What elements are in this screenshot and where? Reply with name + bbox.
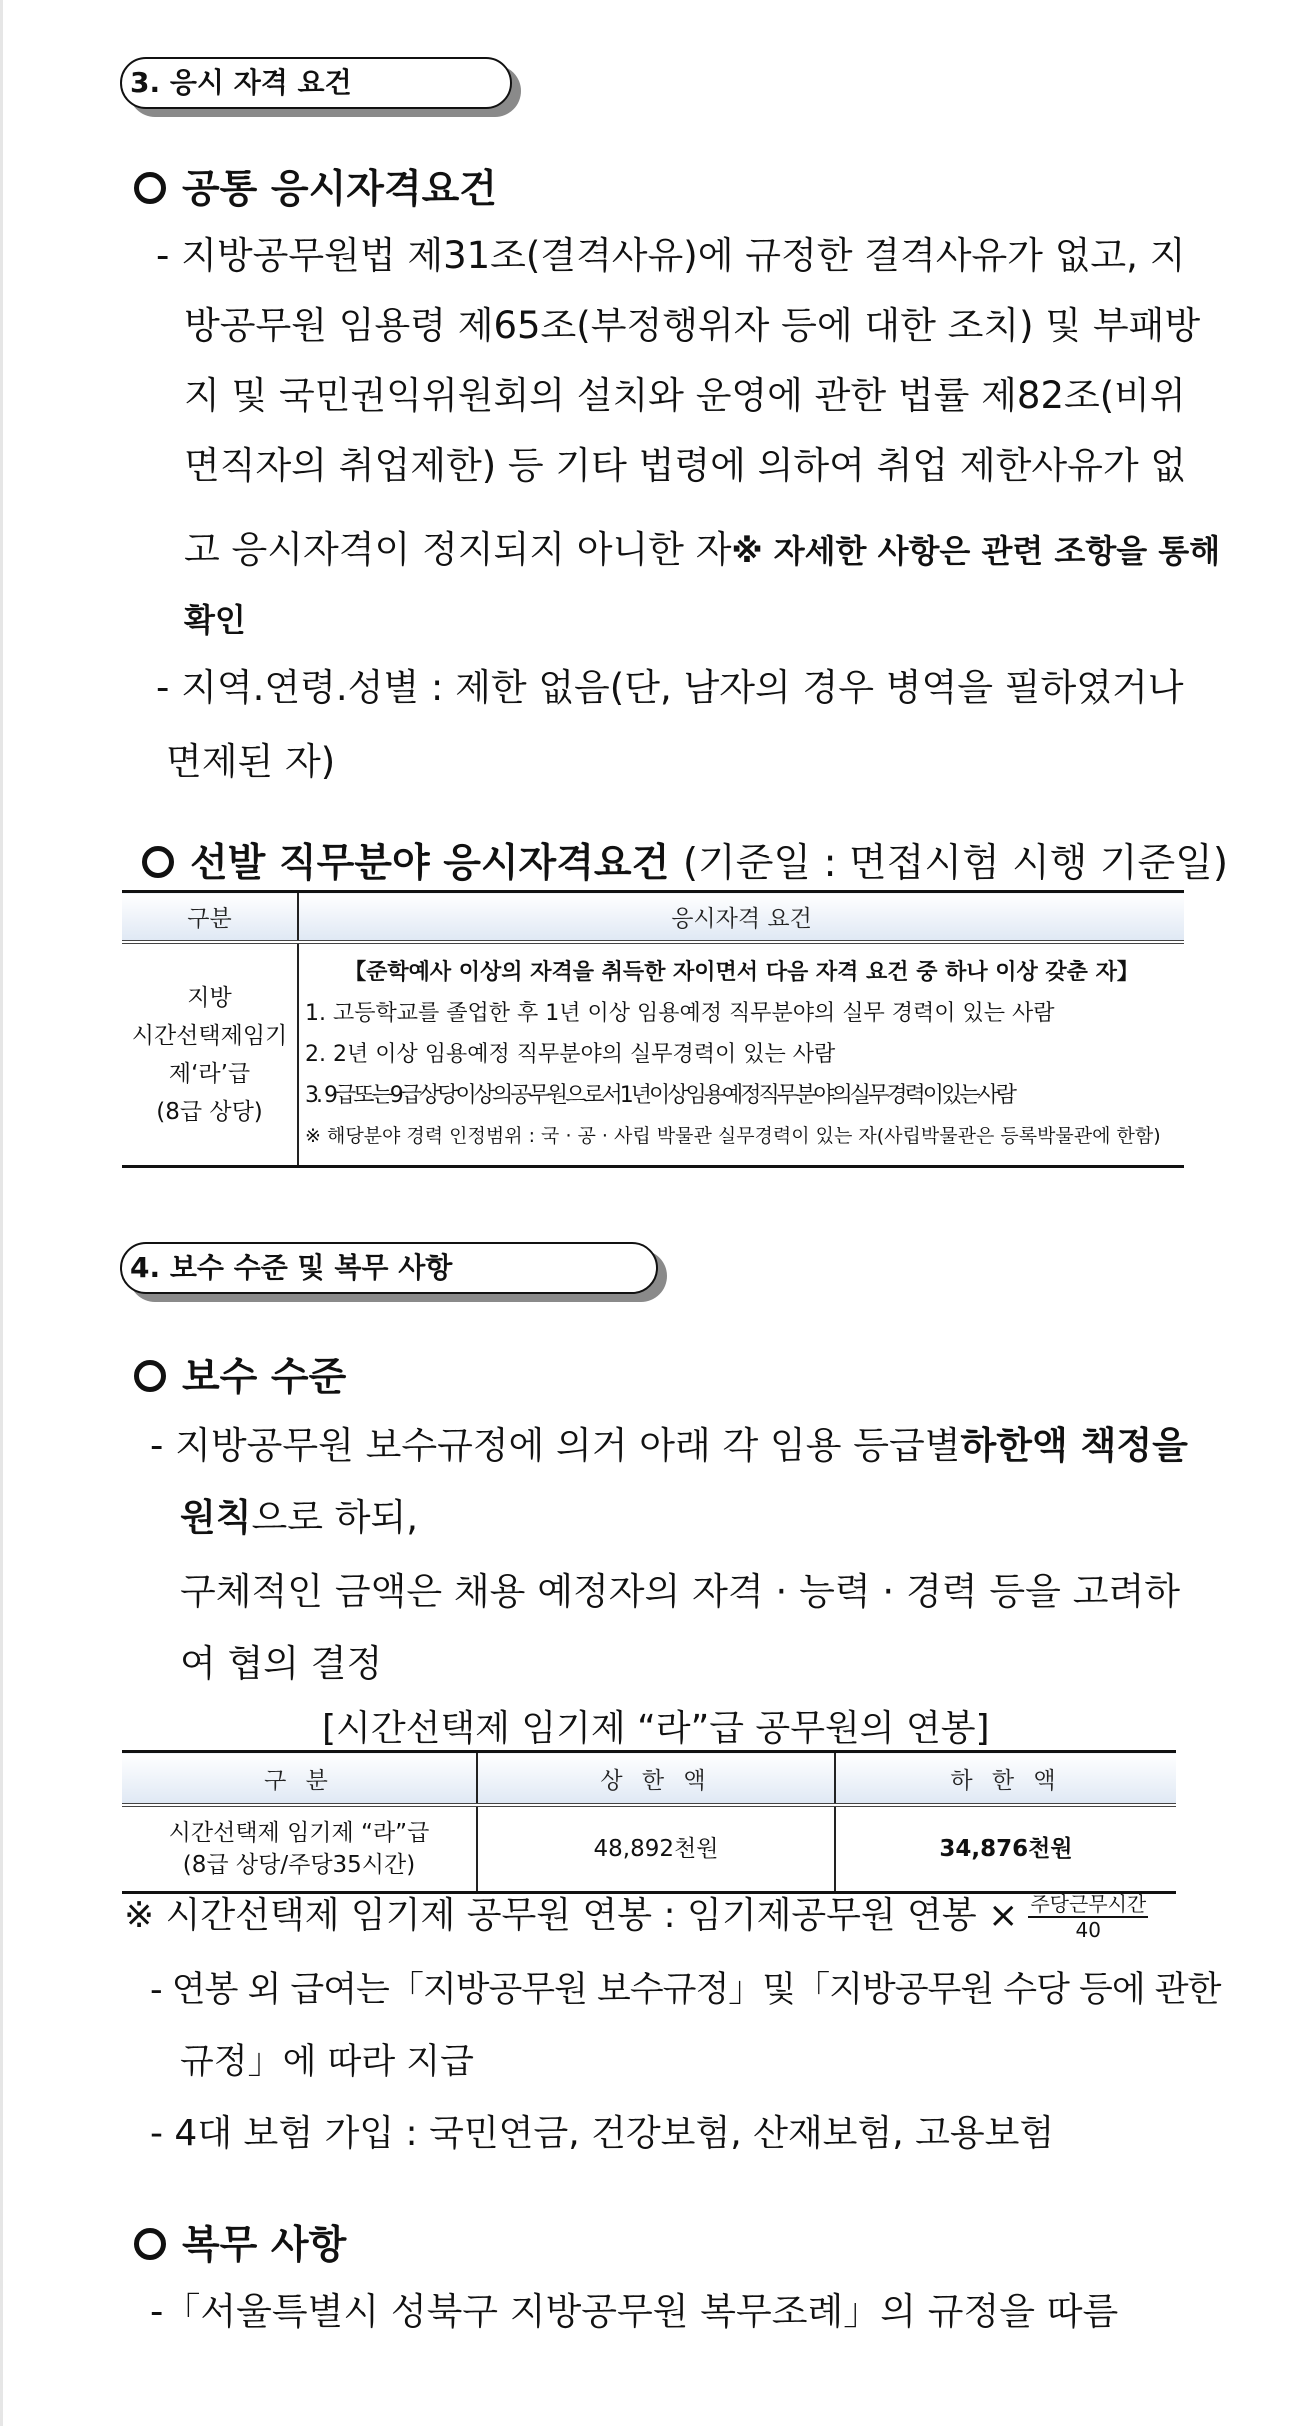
salary-table (122, 1750, 1176, 1894)
pay-line-3: 구체적인 금액은 채용 예정자의 자격 · 능력 · 경력 등을 고려하 (180, 1570, 1180, 1613)
common-line-1: - 지방공무원법 제31조(결격사유)에 규정한 결격사유가 없고, 지 (156, 234, 1186, 277)
salary-header-lower: 하 한 액 (835, 1752, 1176, 1806)
duty-requirements-header: 선발 직무분야 응시자격요건 (기준일 : 면접시험 시행 기준일) (142, 832, 1228, 888)
duty-header-reference-date: (기준일 : 면접시험 시행 기준일) (682, 841, 1229, 886)
hours-fraction: $\frac{\text{주당근무시간}}{40}$ (1030, 1892, 1147, 1942)
requirements-title: 【준학예사 이상의 자격을 취득한 자이면서 다음 자격 요건 중 하나 이상 갖춘 자】 (344, 960, 1139, 985)
section-4-title: 4. 보수 수준 및 복무 사항 (130, 1251, 453, 1284)
common-line-4: 면직자의 취업제한) 등 기타 법령에 의하여 취업 제한사유가 없 (184, 444, 1187, 487)
requirement-item-2: 2. 2년 이상 임용예정 직무분야의 실무경력이 있는 사람 (305, 1042, 836, 1067)
experience-scope-note: ※ 해당분야 경력 인정범위 : 국 · 공 · 사립 박물관 실무경력이 있는 자(사립박물관은 등록박물관에 한함) (305, 1125, 1161, 1147)
duty-requirements-table (122, 890, 1184, 1168)
extra-pay-line-2: 규정」에 따라 지급 (180, 2042, 474, 2082)
salary-upper-value: 48,892천원 (477, 1805, 835, 1893)
service-line: -「서울특별시 성북구 지방공무원 복무조례」의 규정을 따름 (150, 2290, 1119, 2333)
salary-formula: ※ 시간선택제 임기제 공무원 연봉 : 임기제공무원 연봉 × $\frac{\text{주당근무시간}}{40}$ (124, 1892, 1147, 1942)
common-requirements-header: 공통 응시자격요건 (134, 158, 497, 214)
salary-row-label: 시간선택제 임기제 “라”급 (8급 상당/주당35시간) (168, 1820, 430, 1878)
details-note: ※ 자세한 사항은 관련 조항을 통해 (731, 532, 1221, 570)
circle-bullet-icon (142, 846, 174, 878)
category-cell: 지방 시간선택제임기 제‘라’급 (8급 상당) (131, 984, 288, 1125)
pay-line-4: 여 협의 결정 (180, 1642, 383, 1685)
circle-bullet-icon (134, 172, 166, 204)
requirement-item-1: 1. 고등학교를 졸업한 후 1년 이상 임용예정 직무분야의 실무 경력이 있는 사람 (305, 1001, 1055, 1026)
salary-lower-value: 34,876천원 (835, 1805, 1176, 1893)
salary-header-upper: 상 한 액 (477, 1752, 835, 1806)
common-line-2: 방공무원 임용령 제65조(부정행위자 등에 대한 조치) 및 부패방 (184, 304, 1201, 347)
requirement-item-3: 3. 9급또는9급상당이상의공무원으로서1년이상임용예정직무분야의실무경력이있는사람 (305, 1083, 1015, 1108)
table-header-requirements: 응시자격 요건 (298, 892, 1184, 943)
section-3-tab (120, 57, 512, 109)
section-4-tab (120, 1242, 658, 1294)
common-line-3: 지 및 국민권익위원회의 설치와 운영에 관한 법률 제82조(비위 (184, 374, 1186, 417)
service-header: 복무 사항 (134, 2214, 346, 2270)
left-edge (0, 0, 3, 2426)
pay-line-2: 원칙으로 하되, (180, 1496, 418, 1539)
salary-header-category: 구 분 (122, 1752, 477, 1806)
common-line-5: 고 응시자격이 정지되지 아니한 자 ※ 자세한 사항은 관련 조항을 통해 (184, 528, 1221, 571)
circle-bullet-icon (134, 2228, 166, 2260)
extra-pay-line-1: - 연봉 외 급여는「지방공무원 보수규정」및「지방공무원 수당 등에 관한 (150, 1970, 1221, 2010)
salary-table-caption: [시간선택제 임기제 “라”급 공무원의 연봉] (322, 1708, 990, 1749)
insurance-line: - 4대 보험 가입 : 국민연금, 건강보험, 산재보험, 고용보험 (150, 2113, 1055, 2154)
common-line-6: 확인 (184, 601, 246, 639)
common-line-8: 면제된 자) (166, 740, 336, 783)
section-3-title: 3. 응시 자격 요건 (130, 66, 352, 99)
circle-bullet-icon (134, 1360, 166, 1392)
pay-line-1: - 지방공무원 보수규정에 의거 아래 각 임용 등급별 하한액 책정을 (150, 1424, 1188, 1467)
requirements-cell (298, 942, 1184, 1167)
common-line-7: - 지역.연령.성별 : 제한 없음(단, 남자의 경우 병역을 필하였거나 (156, 666, 1184, 709)
table-header-category: 구분 (122, 892, 298, 943)
pay-level-header: 보수 수준 (134, 1346, 346, 1402)
